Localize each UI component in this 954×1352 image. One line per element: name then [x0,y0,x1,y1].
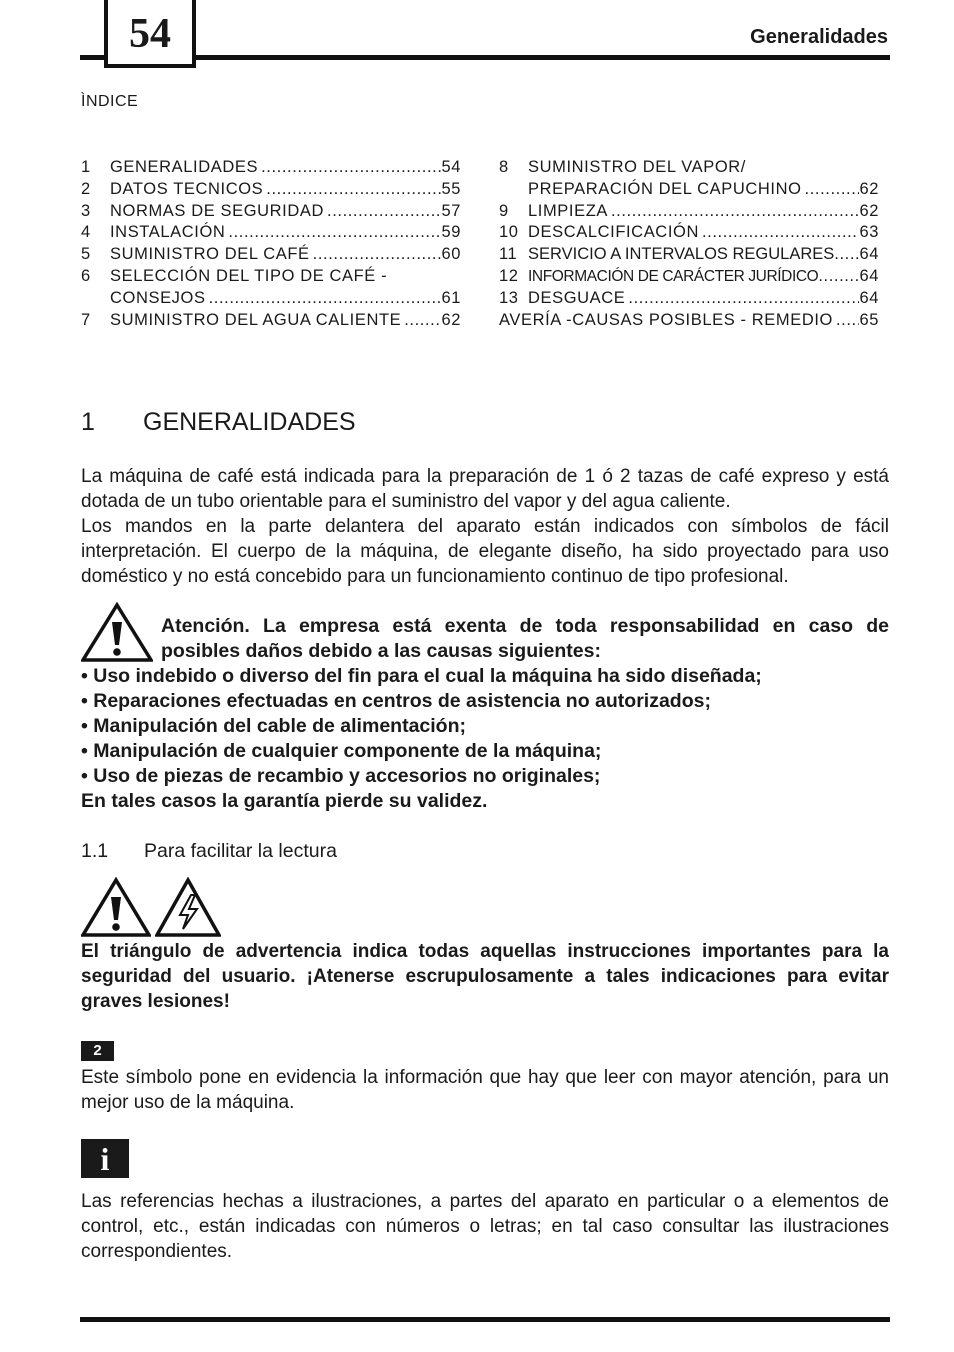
toc-entry: 8 SUMINISTRO DEL VAPOR/ [499,158,746,176]
index-label: ÌNDICE [81,93,139,110]
toc-entry: PREPARACIÓN DEL CAPUCHINO ..... 62 [499,179,879,201]
list-item: • Uso de piezas de recambio y accesorios no originales; [81,765,601,787]
toc-entry: 10 DESCALCIFICACIÓN ..... 63 [499,222,879,244]
list-item: • Uso indebido o diverso del fin para el cual la máquina ha sido diseñada; [81,665,762,687]
info-icon: i [81,1139,129,1178]
toc-entry: 2 DATOS TECNICOS ..... 55 [81,179,461,201]
list-item: • Manipulación del cable de alimentación; [81,715,466,737]
toc-entry: 4 INSTALACIÓN ..... 59 [81,222,461,244]
toc-entry: 1 GENERALIDADES ..... 54 [81,157,461,179]
warning-closing: En tales casos la garantía pierde su validez. [81,790,488,812]
toc-entry: 13 DESGUACE ..... 64 [499,288,879,310]
warning-list [81,664,889,814]
toc-entry: 7 SUMINISTRO DEL AGUA CALIENTE ..... 62 [81,310,461,332]
toc-entry: 3 NORMAS DE SEGURIDAD ..... 57 [81,201,461,223]
number-note: Este símbolo pone en evidencia la información que hay que leer con mayor atención, para un mejor uso de la máquina. [81,1067,889,1113]
info-note: Las referencias hechas a ilustraciones, a partes del aparato en particular o a elementos de control, etc., están indicadas con números o letras; en tal caso consultar las ilustraciones correspondientes. [81,1191,889,1262]
intro-paragraph: Los mandos en la parte delantera del aparato están indicados con símbolos de fácil interpretación. El cuerpo de la máquina, de elegante diseño, ha sido proyectado para uso doméstico y no está concebido para un funcionamiento continuo de tipo profesional. [81,516,889,587]
warning-triangle-icon [81,877,151,937]
toc-left-column [81,157,461,331]
list-item: • Reparaciones efectuadas en centros de asistencia no autorizados; [81,690,711,712]
electric-hazard-icon [155,877,221,937]
list-item: • Manipulación de cualquier componente de la máquina; [81,740,602,762]
toc-right-column [499,157,879,331]
header-section-title: Generalidades [750,26,888,48]
toc-entry: 12 INFORMACIÓN DE CARÁCTER JURÍDICO ..... 64 [499,266,879,288]
header-rule [80,55,890,60]
triangle-note: El triángulo de advertencia indica todas aquellas instrucciones importantes para la seguridad del usuario. ¡Atenerse escrupulosamente a tales indicaciones para evitar graves lesiones! [81,941,889,1012]
footer-rule [80,1317,890,1322]
number-badge: 2 [81,1041,114,1061]
page-number: 54 [129,11,171,57]
toc-entry: 6 SELECCIÓN DEL TIPO DE CAFÉ - [81,266,388,285]
warning-triangle-icon [81,602,153,662]
warning-text: Atención. La empresa está exenta de toda responsabilidad en caso de posibles daños debido a las causas siguientes: [161,615,889,662]
icon-row [81,877,221,939]
page-number-box [104,0,196,68]
toc-entry: 9 LIMPIEZA ..... 62 [499,201,879,223]
subsection-heading: 1.1 Para facilitar la lectura [81,840,337,862]
toc-entry: CONSEJOS ..... 61 [81,288,461,310]
intro-paragraph: La máquina de café está indicada para la preparación de 1 ó 2 tazas de café expreso y está dotada de un tubo orientable para el suministro del vapor y del agua caliente. [81,466,889,512]
toc-entry: AVERÍA -CAUSAS POSIBLES - REMEDIO ..... 65 [499,310,879,332]
section-heading: 1 GENERALIDADES [81,408,356,436]
toc-entry: 5 SUMINISTRO DEL CAFÉ ..... 60 [81,244,461,266]
toc-entry: 11 SERVICIO A INTERVALOS REGULARES ..... 64 [499,244,879,266]
